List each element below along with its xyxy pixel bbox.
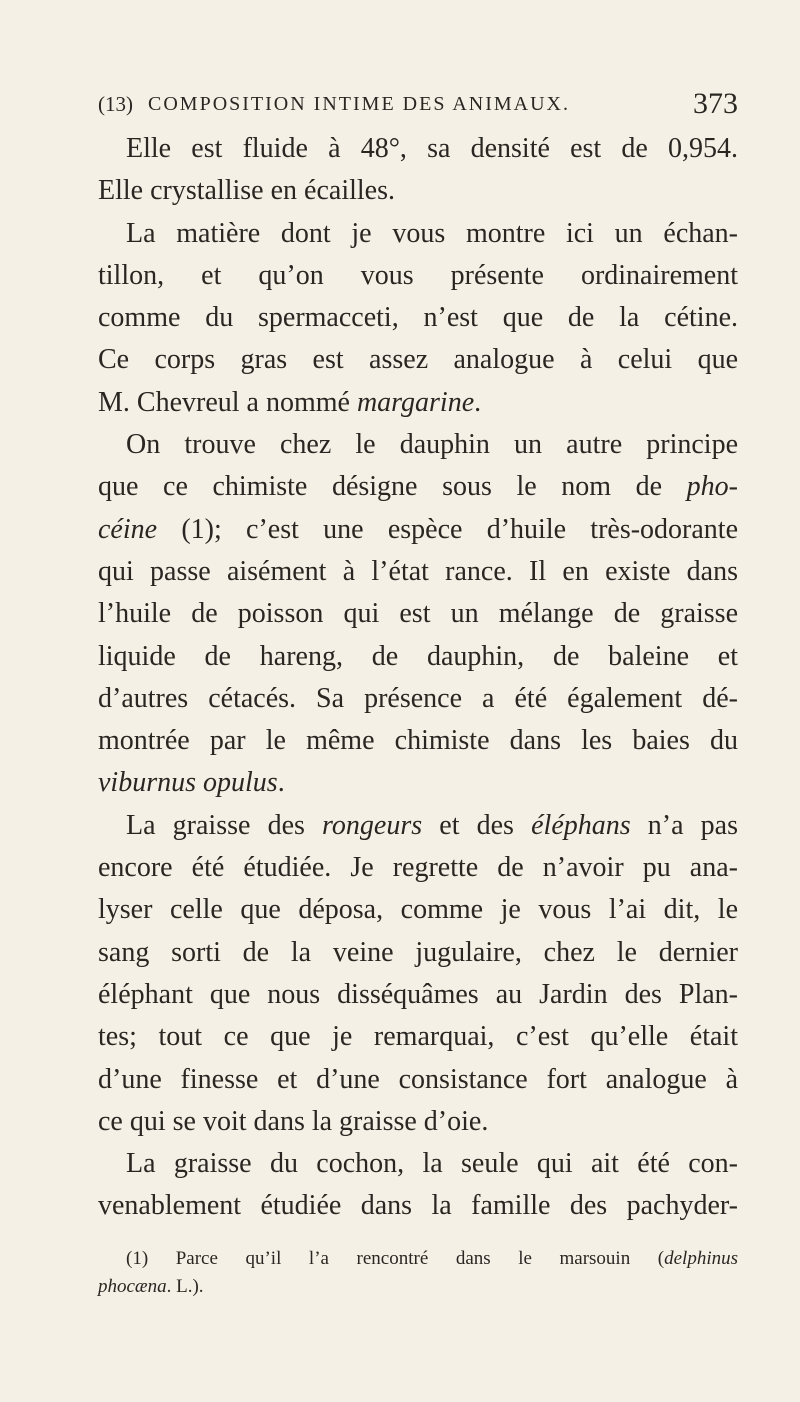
text-run: et des	[422, 809, 532, 841]
italic-text: margarine	[356, 386, 475, 418]
text-line	[98, 128, 738, 170]
body-text	[98, 128, 738, 1228]
text-line	[98, 847, 738, 889]
text-line	[98, 720, 738, 762]
paragraph	[98, 213, 738, 424]
text-line	[98, 1016, 738, 1058]
footnote-line	[98, 1273, 738, 1301]
text-run: (1) Parce qu’il l’a rencontré dans le marsouin (	[126, 1248, 665, 1269]
text-line	[98, 551, 738, 593]
italic-text: rongeurs	[322, 809, 423, 841]
italic-text: céine	[98, 513, 158, 545]
italic-text: phocæna	[98, 1276, 167, 1297]
header-title: COMPOSITION INTIME DES ANIMAUX.	[148, 93, 570, 115]
text-run: tes; tout ce que je remarquai, c’est qu’elle était	[98, 1021, 738, 1053]
text-line	[98, 1185, 738, 1227]
text-run: ce qui se voit dans la graisse d’oie.	[98, 1105, 489, 1137]
text-run: éléphant que nous disséquâmes au Jardin des Plan-	[98, 978, 738, 1010]
text-run: Elle est fluide à 48°, sa densité est de 0,954.	[126, 133, 738, 164]
text-run: encore été étudiée. Je regrette de n’avoir pu ana-	[98, 852, 738, 884]
text-run: qui passe aisément à l’état rance. Il en existe dans	[98, 555, 738, 587]
text-run: Ce corps gras est assez analogue à celui que	[98, 344, 738, 376]
footnote	[98, 1245, 738, 1301]
text-run: sang sorti de la veine jugulaire, chez le dernier	[98, 936, 738, 968]
footnote-line	[98, 1245, 738, 1273]
text-line	[98, 466, 738, 508]
text-line	[98, 424, 738, 466]
text-line	[98, 213, 738, 255]
italic-text: viburnus opulus	[98, 767, 278, 799]
text-line	[98, 382, 738, 424]
text-run: d’une finesse et d’une consistance fort analogue à	[98, 1063, 738, 1095]
text-run: que ce chimiste désigne sous le nom de	[98, 471, 687, 503]
paragraph	[98, 1143, 738, 1228]
text-run: l’huile de poisson qui est un mélange de graisse	[98, 598, 738, 630]
text-run: .	[277, 767, 285, 799]
text-line	[98, 889, 738, 931]
italic-text: delphinus	[664, 1248, 738, 1269]
text-run: La graisse du cochon, la seule qui ait été con-	[126, 1148, 738, 1180]
text-line	[98, 805, 738, 847]
paragraph	[98, 424, 738, 805]
text-line	[98, 974, 738, 1016]
paragraph	[98, 128, 738, 213]
text-run: La matière dont je vous montre ici un échan-	[126, 217, 738, 249]
text-run: Elle crystallise en écailles.	[98, 175, 395, 207]
text-line	[98, 339, 738, 381]
text-line	[98, 932, 738, 974]
text-line	[98, 297, 738, 339]
text-line	[98, 1101, 738, 1143]
paragraph	[98, 805, 738, 1143]
page-number: 373	[693, 87, 738, 120]
text-run: d’autres cétacés. Sa présence a été également dé-	[98, 682, 738, 714]
text-run: M. Chevreul a nommé	[98, 386, 357, 418]
text-line	[98, 255, 738, 297]
text-line	[98, 509, 738, 551]
header-section-number: (13)	[98, 92, 133, 116]
italic-text: éléphans	[531, 809, 631, 841]
running-header	[98, 87, 738, 132]
text-run: La graisse des	[126, 809, 323, 841]
text-run: n’a pas	[630, 809, 738, 841]
text-run: tillon, et qu’on vous présente ordinairement	[98, 259, 738, 291]
text-line	[98, 170, 738, 212]
text-line	[98, 593, 738, 635]
text-line	[98, 1059, 738, 1101]
text-run: .	[474, 386, 482, 418]
text-run: (1); c’est une espèce d’huile très-odorante	[157, 513, 738, 545]
text-run: liquide de hareng, de dauphin, de baleine et	[98, 640, 738, 672]
text-run: comme du spermacceti, n’est que de la cétine.	[98, 302, 738, 334]
text-line	[98, 1143, 738, 1185]
text-line	[98, 678, 738, 720]
text-line	[98, 762, 738, 804]
text-run: montrée par le même chimiste dans les baies du	[98, 725, 738, 757]
italic-text: pho-	[686, 471, 738, 503]
text-line	[98, 636, 738, 678]
text-run: On trouve chez le dauphin un autre principe	[126, 429, 738, 461]
text-run: venablement étudiée dans la famille des pachyder-	[98, 1190, 738, 1222]
text-run: . L.).	[166, 1276, 204, 1297]
text-run: lyser celle que déposa, comme je vous l’ai dit, le	[98, 894, 738, 926]
